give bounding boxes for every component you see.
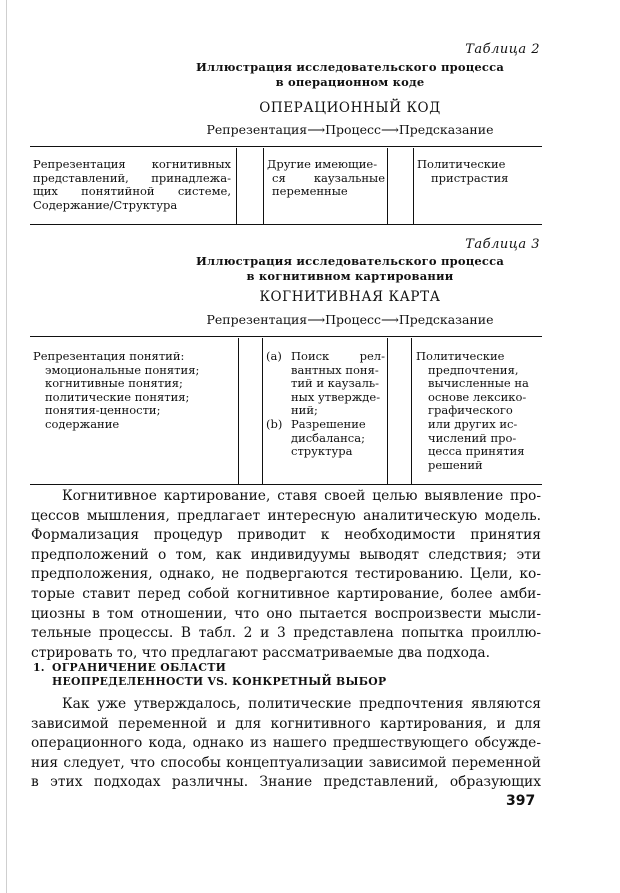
table3-col2b-line: дисбаланса; [291, 430, 365, 445]
table3-flow: Репрезентация⟶Процесс⟶Предсказание [206, 312, 494, 327]
table3-title-line: Иллюстрация исследовательского процесса [195, 254, 504, 268]
paragraph-line: операционного кода, однако из нашего предшествующего обсужде- [31, 735, 541, 752]
table2-title-line: в операционном коде [275, 75, 425, 89]
table2-top-rule [30, 146, 542, 147]
paragraph-line: Когнитивное картирование, ставя своей целью выявление про- [62, 488, 541, 504]
body-paragraph-2 [31, 695, 541, 793]
table2-col1-line: представлений, принадлежа- [33, 170, 231, 185]
table3-col2b-line: Разрешение [291, 417, 366, 431]
table3-top-rule [30, 336, 542, 337]
table2-col1-line: Содержание/Структура [33, 197, 178, 212]
table2-col2-line: переменные [272, 184, 348, 199]
table3-col1-line: политические понятия; [45, 389, 190, 404]
table3-col-divider [262, 338, 263, 484]
section-heading-line: НЕОПРЕДЕЛЕННОСТИ VS. КОНКРЕТНЫЙ ВЫБОР [52, 675, 387, 688]
table3-col3-line: решений [428, 457, 483, 472]
table3-col2a-line: ний; [291, 403, 318, 418]
table3-col3 [416, 350, 540, 472]
table3-marker-a: (a) [266, 349, 282, 363]
table3-title [0, 254, 620, 284]
table2-col2 [267, 158, 385, 199]
table3-col1-line: когнитивные понятия; [45, 376, 183, 391]
section-heading-line: ОГРАНИЧЕНИЕ ОБЛАСТИ [52, 661, 227, 674]
table3-col-divider [238, 338, 239, 484]
table2-col3-line: Политические [417, 157, 506, 171]
section-heading [52, 661, 386, 689]
table2-col-divider [387, 148, 388, 224]
table3-col3-line: вычисленные на [428, 376, 529, 391]
paragraph-line: цессов мышления, предлагает интересную аналитическую модель. [31, 507, 541, 524]
table3-col-divider [411, 338, 412, 484]
table2-col1-line: Репрезентация когнитивных [33, 157, 231, 171]
table3-col2b [291, 418, 385, 459]
table3-caption: Таблица 3 [465, 237, 540, 252]
table3-col3-line: или других ис- [428, 416, 518, 431]
table3-marker-b: (b) [266, 417, 283, 431]
paragraph-line: стрировать то, что предлагают рассматриваемые два подхода. [31, 644, 490, 661]
table3-col3-line: Политические [416, 349, 505, 363]
paragraph-line: предположений о том, как индивидуумы выводят следствия; эти [31, 546, 541, 563]
table2-title [0, 60, 620, 90]
table3-title-line: в когнитивном картировании [246, 269, 454, 283]
table2-col3-line: пристрастия [431, 170, 509, 185]
paragraph-line: Как уже утверждалось, политические предпочтения являются [62, 696, 541, 712]
paragraph-line: предположения, однако, не подвергаются тестированию. Цели, ко- [31, 566, 541, 583]
paragraph-line: ния следует, что способы концептуализации зависимой переменной [31, 754, 541, 771]
table3-bottom-rule [30, 484, 542, 485]
table2-col-divider [263, 148, 264, 224]
table3-col1-line: эмоциональные понятия; [45, 362, 200, 377]
table3-col3-line: числений про- [428, 430, 517, 445]
table2-col3 [417, 158, 537, 185]
table3-col3-line: цесса принятия [428, 444, 525, 459]
table3-col1-line: содержание [45, 416, 120, 431]
paragraph-line: в этих подходах различны. Знание представлений, образующих [31, 774, 541, 791]
table2-col-divider [236, 148, 237, 224]
table2-col1 [33, 158, 231, 212]
table2-title-line: Иллюстрация исследовательского процесса [195, 60, 504, 74]
paragraph-line: зависимой переменной и для когнитивного картирования, и для [31, 715, 541, 732]
table3-col1 [33, 350, 233, 432]
table3-subtitle: КОГНИТИВНАЯ КАРТА [259, 289, 441, 305]
body-paragraph-1 [31, 487, 541, 663]
table3-col1-line: понятия-ценности; [45, 403, 161, 418]
paragraph-line: тельные процессы. В табл. 2 и 3 представлена попытка проиллю- [31, 625, 541, 642]
table2-col2-line: Другие имеющие- [267, 157, 378, 171]
paragraph-line: Формализация процедур приводит к необходимости принятия [31, 527, 541, 544]
table3-col1-line: Репрезентация понятий: [33, 349, 185, 363]
page-number: 397 [506, 793, 536, 809]
table3-col3-line: предпочтения, [428, 362, 519, 377]
table2-col1-line: щих понятийной системе, [33, 184, 231, 199]
table2-col-divider [413, 148, 414, 224]
table3-col3-line: основе лексико- [428, 389, 527, 404]
table2-flow: Репрезентация⟶Процесс⟶Предсказание [206, 122, 494, 137]
table3-col2a-line: тий и каузаль- [291, 376, 380, 391]
table2-subtitle: ОПЕРАЦИОННЫЙ КОД [259, 100, 441, 116]
table3-col2a-line: вантных поня- [291, 362, 379, 377]
section-number: 1. [33, 661, 45, 674]
table3-col2a-line: ных утвержде- [291, 389, 381, 404]
table3-col2b-line: структура [291, 444, 353, 459]
table2-caption: Таблица 2 [465, 42, 540, 57]
table3-col2a-line: Поиск рел- [291, 349, 385, 363]
table2-col2-line: ся каузальные [272, 170, 385, 185]
table3-col2a [291, 350, 385, 418]
table3-col3-line: графического [428, 403, 513, 418]
table2-bottom-rule [30, 224, 542, 225]
paragraph-line: торые ставит перед собой когнитивное картирование, более амби- [31, 585, 541, 602]
paragraph-line: циозны в том отношении, что оно пытается воспроизвести мысли- [31, 605, 541, 622]
table3-col-divider [387, 338, 388, 484]
